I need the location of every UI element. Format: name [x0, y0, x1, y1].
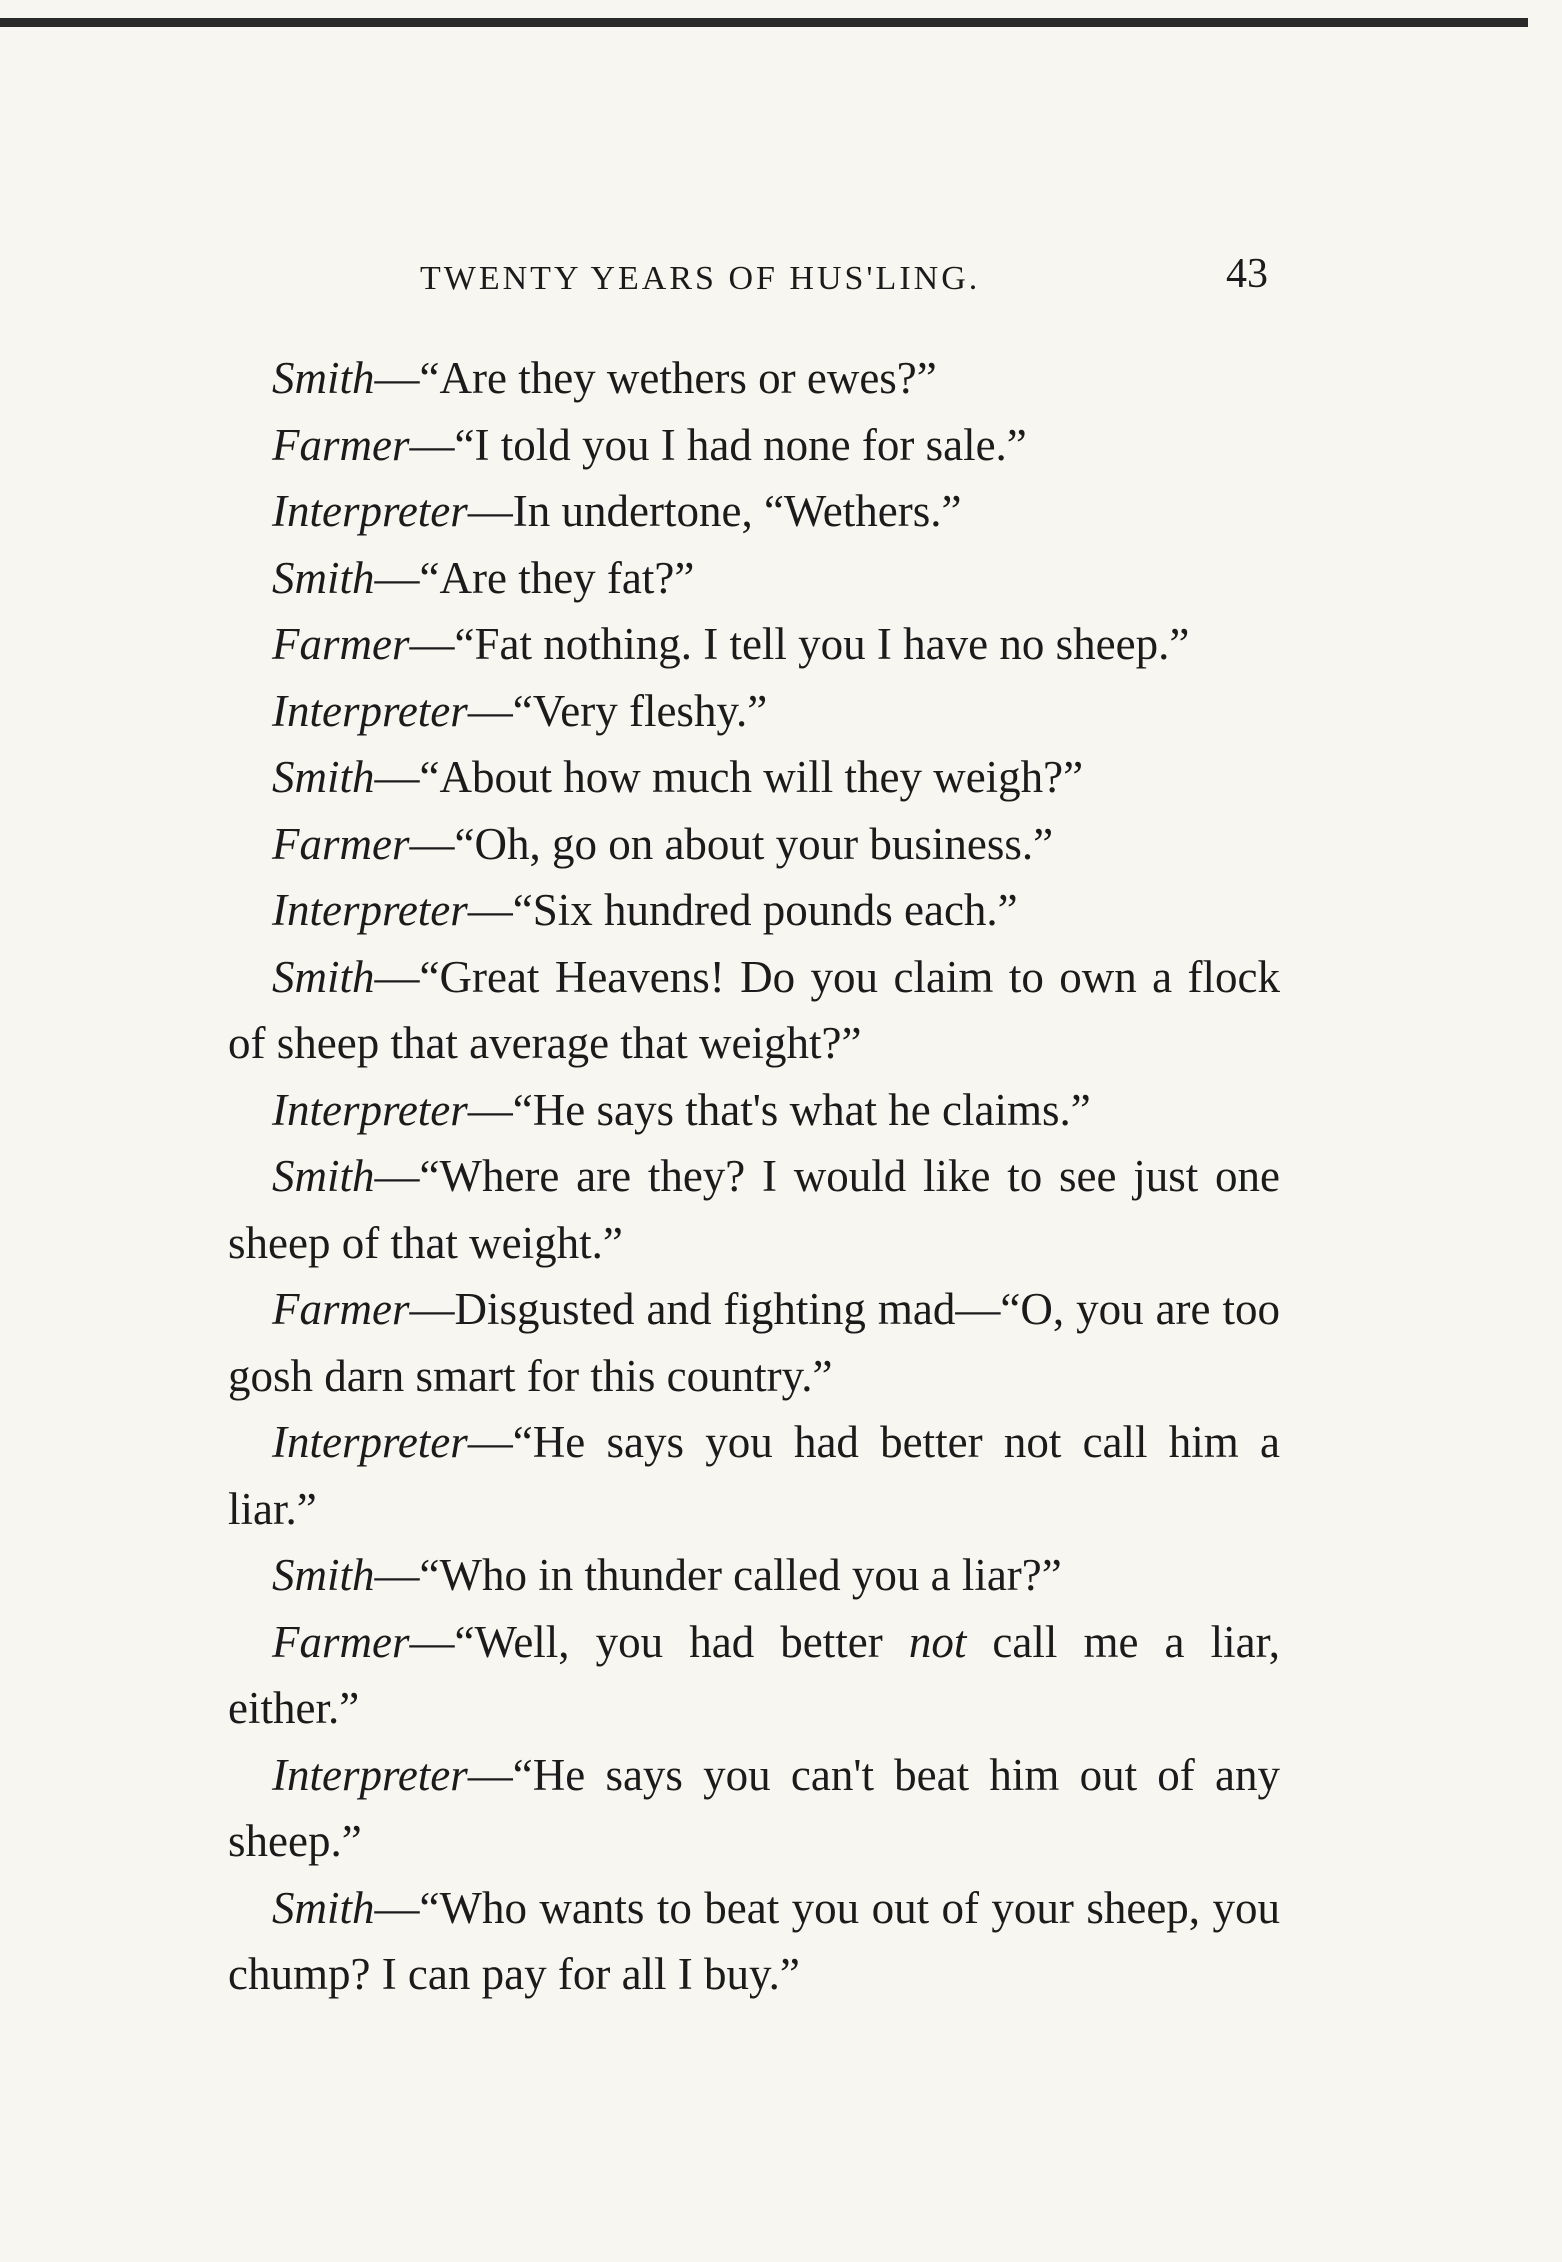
speaker-name: Smith: [272, 552, 375, 603]
dialogue-text: —“Very fleshy.”: [467, 685, 768, 736]
speaker-name: Interpreter: [272, 486, 468, 536]
dialogue-paragraph: [228, 744, 1280, 811]
dialogue-text: —“Are they wethers or ewes?”: [374, 353, 937, 403]
page-number: 43: [1226, 251, 1268, 297]
speaker-name: Farmer: [272, 1616, 410, 1667]
dialogue-paragraph: [228, 478, 1280, 545]
dialogue-paragraph: [228, 412, 1280, 479]
speaker-name: Interpreter: [272, 685, 468, 736]
speaker-name: Smith: [272, 353, 375, 403]
speaker-name: Interpreter: [272, 1417, 468, 1467]
dialogue-paragraph: [228, 678, 1280, 745]
dialogue-paragraph: [228, 1409, 1280, 1542]
dialogue-paragraph: [228, 1276, 1280, 1409]
running-head: TWENTY YEARS OF HUS'LING.: [420, 260, 981, 297]
dialogue-text: —Disgusted and fighting mad—“O, you are too gosh darn smart for this country.”: [228, 1284, 1280, 1401]
dialogue-paragraph: [228, 1542, 1280, 1609]
page-header: [420, 250, 1280, 310]
dialogue-text: —“About how much will they weigh?”: [374, 752, 1084, 802]
dialogue-body: [228, 345, 1280, 2008]
speaker-name: Farmer: [272, 419, 410, 470]
dialogue-text: —“Who wants to beat you out of your sheep, you chump? I can pay for all I buy.”: [228, 1882, 1280, 1999]
speaker-name: Smith: [272, 951, 375, 1002]
dialogue-text: —“He says you had better not call him a liar.”: [228, 1417, 1280, 1534]
dialogue-text: —“Oh, go on about your business.”: [409, 818, 1054, 869]
dialogue-text: —“Where are they? I would like to see just one sheep of that weight.”: [228, 1151, 1280, 1268]
dialogue-paragraph: [228, 1077, 1280, 1144]
dialogue-text: —“He says you can't beat him out of any sheep.”: [228, 1749, 1280, 1866]
dialogue-text: —“Are they fat?”: [374, 552, 695, 603]
dialogue-text: —“Fat nothing. I tell you I have no sheep.”: [409, 619, 1190, 669]
speaker-name: Smith: [272, 1882, 375, 1933]
dialogue-text: —“Great Heavens! Do you claim to own a flock of sheep that average that weight?”: [228, 951, 1280, 1068]
dialogue-text: —“Six hundred pounds each.”: [467, 885, 1018, 935]
top-border-rule: [0, 18, 1528, 27]
emphasized-word: not: [908, 1616, 967, 1667]
dialogue-text: —“Who in thunder called you a liar?”: [374, 1550, 1062, 1600]
dialogue-paragraph: [228, 877, 1280, 944]
dialogue-text: —In undertone, “Wethers.”: [467, 486, 962, 536]
dialogue-paragraph: [228, 1875, 1280, 2008]
speaker-name: Farmer: [272, 1284, 410, 1334]
speaker-name: Smith: [272, 1550, 375, 1600]
speaker-name: Smith: [272, 752, 375, 802]
dialogue-paragraph: [228, 1143, 1280, 1276]
dialogue-paragraph: [228, 811, 1280, 878]
speaker-name: Interpreter: [272, 1749, 468, 1800]
dialogue-text: —“I told you I had none for sale.”: [409, 419, 1027, 470]
dialogue-text: —“He says that's what he claims.”: [467, 1084, 1091, 1135]
dialogue-paragraph: [228, 545, 1280, 612]
dialogue-paragraph: [228, 611, 1280, 678]
speaker-name: Farmer: [272, 818, 410, 869]
dialogue-paragraph: [228, 1609, 1280, 1742]
dialogue-paragraph: [228, 1742, 1280, 1875]
speaker-name: Interpreter: [272, 1084, 468, 1135]
speaker-name: Interpreter: [272, 885, 468, 935]
dialogue-text: —“Well, you had better: [409, 1616, 909, 1667]
dialogue-paragraph: [228, 345, 1280, 412]
speaker-name: Smith: [272, 1151, 375, 1201]
dialogue-text: call me a liar, either.”: [228, 1616, 1281, 1733]
speaker-name: Farmer: [272, 619, 410, 669]
dialogue-paragraph: [228, 944, 1280, 1077]
